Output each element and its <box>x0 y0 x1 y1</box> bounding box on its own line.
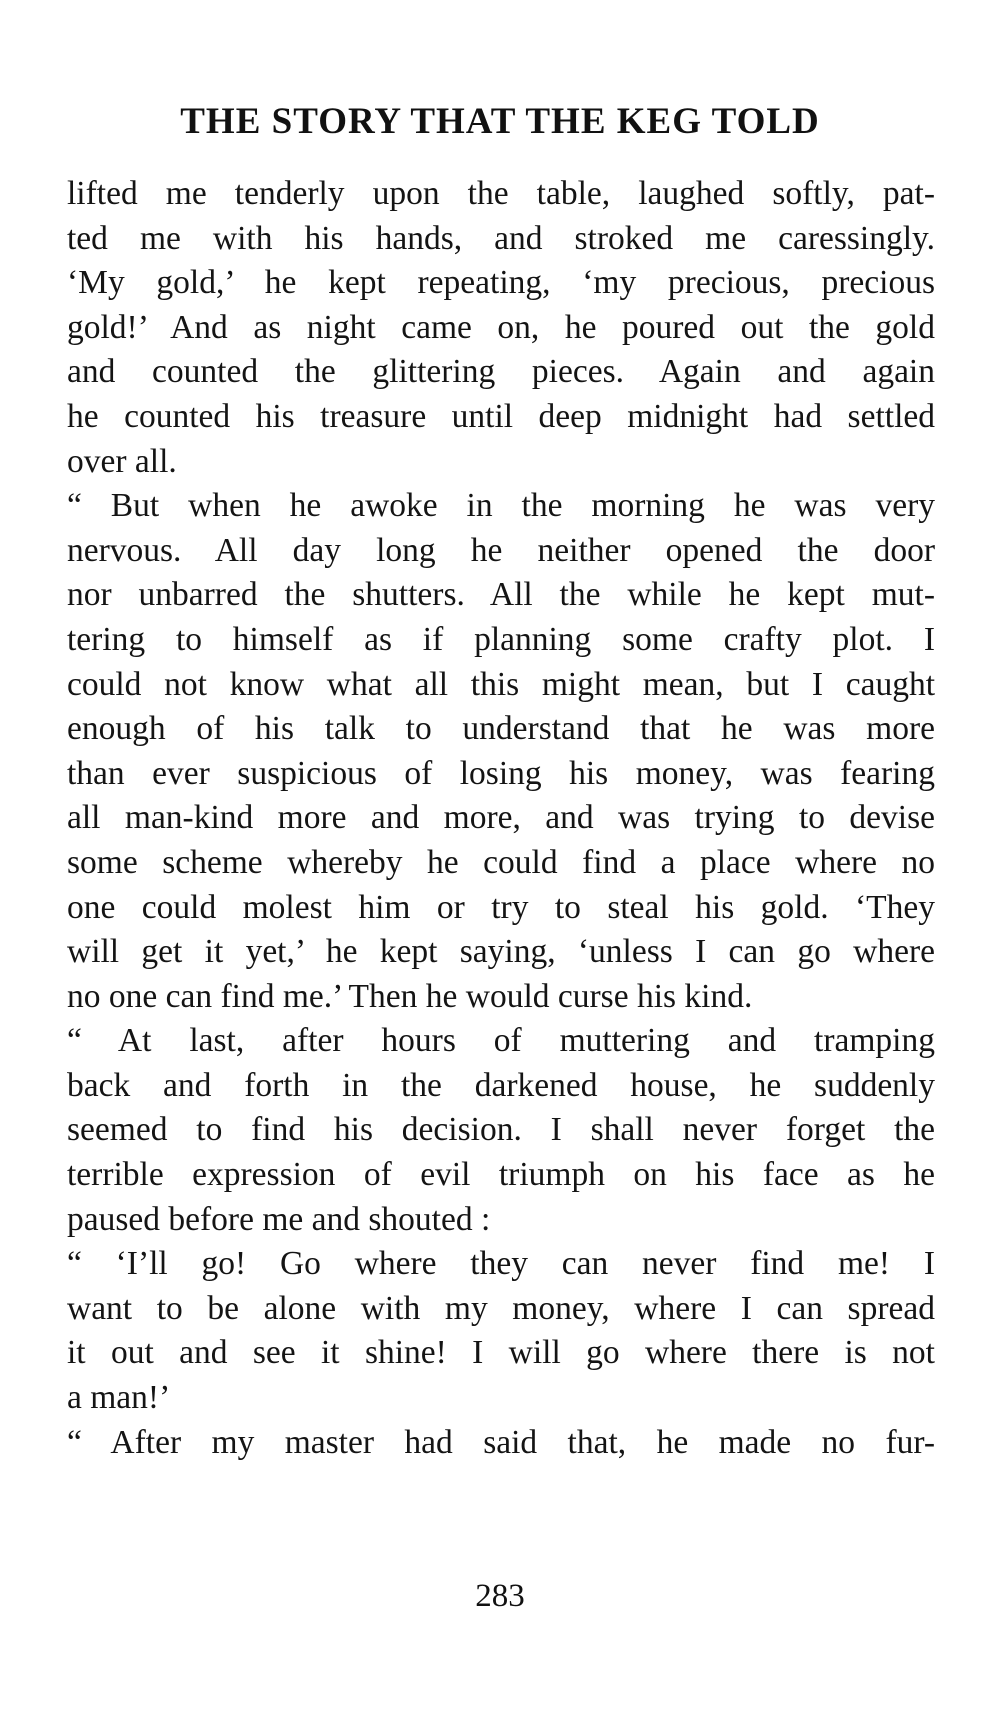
text-line: seemed to find his decision. I shall never forget the <box>67 1111 935 1149</box>
text-line: terrible expression of evil triumph on his face as he <box>67 1156 935 1194</box>
body-text <box>67 172 935 1465</box>
text-line: want to be alone with my money, where I can spread <box>67 1289 935 1327</box>
text-line: some scheme whereby he could find a place where no <box>67 843 935 881</box>
text-line: no one can find me.’ Then he would curse his kind. <box>67 977 753 1015</box>
text-line: back and forth in the darkened house, he suddenly <box>67 1066 935 1104</box>
text-line: all man-kind more and more, and was trying to devise <box>67 799 935 837</box>
text-line: enough of his talk to understand that he was more <box>67 710 935 748</box>
text-line: “ At last, after hours of muttering and tramping <box>67 1022 935 1060</box>
text-line: nervous. All day long he neither opened the door <box>67 531 935 569</box>
text-line: he counted his treasure until deep midnight had settled <box>67 397 935 435</box>
text-line: gold!’ And as night came on, he poured out the gold <box>67 308 935 346</box>
text-line: nor unbarred the shutters. All the while he kept mut- <box>67 576 935 614</box>
text-line: “ After my master had said that, he made no fur- <box>67 1423 935 1461</box>
text-line: than ever suspicious of losing his money, was fearing <box>67 754 935 792</box>
text-line: “ ‘I’ll go! Go where they can never find me! I <box>67 1245 935 1283</box>
text-line: “ But when he awoke in the morning he was very <box>67 487 935 525</box>
text-line: a man!’ <box>67 1379 171 1417</box>
text-line: ted me with his hands, and stroked me caressingly. <box>67 219 935 257</box>
text-line: one could molest him or try to steal his gold. ‘They <box>67 888 935 926</box>
running-head: THE STORY THAT THE KEG TOLD <box>180 101 820 142</box>
text-line: over all. <box>67 442 177 480</box>
page-number: 283 <box>475 1578 525 1614</box>
text-line: lifted me tenderly upon the table, laughed softly, pat- <box>67 175 935 212</box>
text-line: could not know what all this might mean, but I caught <box>67 665 935 703</box>
text-line: it out and see it shine! I will go where there is not <box>67 1334 935 1372</box>
text-line: paused before me and shouted : <box>67 1200 491 1238</box>
text-line: will get it yet,’ he kept saying, ‘unless I can go where <box>67 933 935 971</box>
text-line: and counted the glittering pieces. Again and again <box>67 353 935 391</box>
text-line: ‘My gold,’ he kept repeating, ‘my precious, precious <box>67 264 935 302</box>
text-line: tering to himself as if planning some crafty plot. I <box>67 620 935 658</box>
